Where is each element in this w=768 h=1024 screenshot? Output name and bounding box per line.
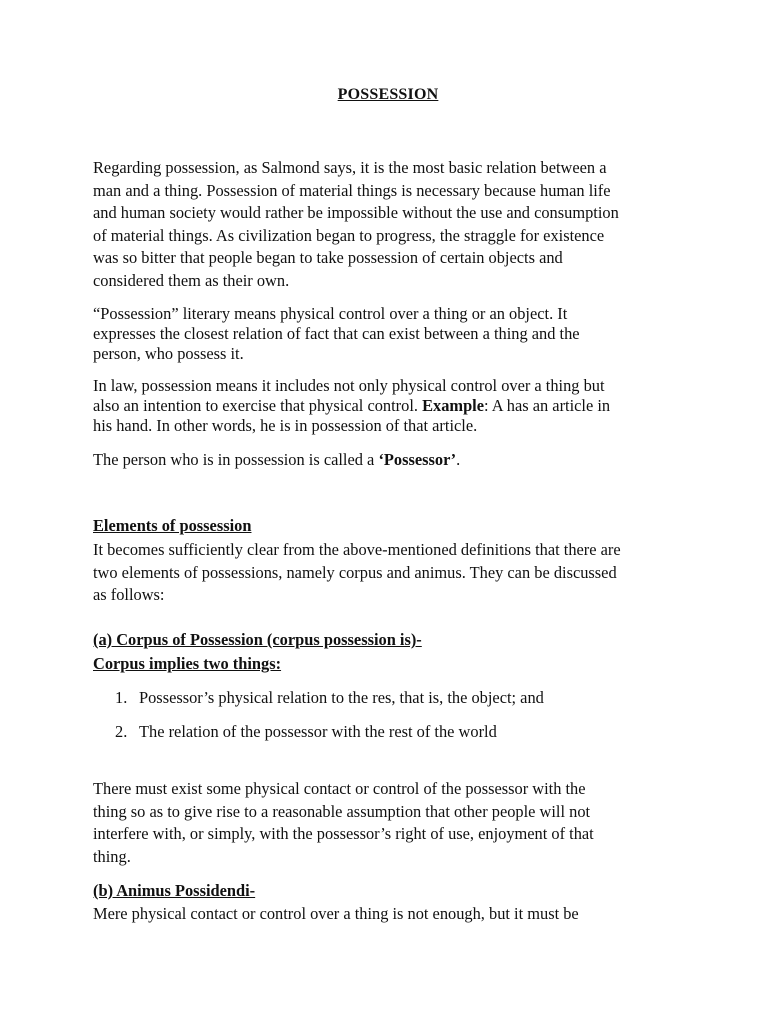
paragraph-elements — [93, 539, 693, 607]
text-line: person, who possess it. — [93, 343, 244, 363]
heading-elements-of-possession: Elements of possession — [93, 516, 252, 535]
text-line: considered them as their own. — [93, 270, 290, 290]
text-line: was so bitter that people began to take possession of certain objects and — [93, 248, 563, 267]
paragraph-law-meaning — [93, 376, 693, 435]
text-line: Regarding possession, as Salmond says, it is the most basic relation between a — [93, 158, 607, 177]
paragraph-animus — [93, 904, 693, 924]
heading-corpus-of-possession: (a) Corpus of Possession (corpus possession is)- — [93, 630, 422, 649]
page-title: POSSESSION — [337, 86, 439, 103]
text-line: Mere physical contact or control over a thing is not enough, but it must be — [93, 904, 579, 923]
list-item-text: Possessor’s physical relation to the res, that is, the object; and — [139, 688, 544, 707]
list-number: 2. — [115, 722, 128, 741]
paragraph-intro — [93, 157, 693, 292]
text-line: expresses the closest relation of fact that can exist between a thing and the — [93, 323, 580, 343]
text-line: thing so as to give rise to a reasonable assumption that other people will not — [93, 801, 591, 821]
corpus-list — [115, 688, 675, 756]
text-line: thing. — [93, 846, 131, 866]
text-line: interfere with, or simply, with the possessor’s right of use, enjoyment of that — [93, 824, 594, 843]
text-line: In law, possession means it includes not only physical control over a thing but — [93, 376, 605, 395]
paragraph-possessor — [93, 450, 693, 470]
text-line: man and a thing. Possession of material things is necessary because human life — [93, 180, 611, 200]
list-item-text: The relation of the possessor with the rest of the world — [139, 722, 497, 741]
text-run: : A has an article in — [484, 395, 611, 415]
text-run: also an intention to exercise that physical control. — [93, 395, 423, 415]
heading-corpus-implies: Corpus implies two things: — [93, 654, 282, 673]
example-label: Example — [422, 395, 485, 415]
text-line: his hand. In other words, he is in possession of that article. — [93, 415, 478, 435]
text-line: and human society would rather be impossible without the use and consumption — [93, 203, 619, 222]
text-line: There must exist some physical contact or control of the possessor with the — [93, 779, 586, 798]
list-number: 1. — [115, 688, 128, 707]
paragraph-physical-contact — [93, 778, 693, 868]
text-run: . — [456, 450, 461, 469]
text-line: as follows: — [93, 585, 165, 604]
list-item — [115, 688, 675, 722]
text-run: The person who is in possession is called a — [93, 450, 379, 469]
text-line: of material things. As civilization began to progress, the straggle for existence — [93, 225, 605, 245]
text-line: “Possession” literary means physical control over a thing or an object. It — [93, 304, 568, 323]
text-line: It becomes sufficiently clear from the above-mentioned definitions that there are — [93, 540, 621, 559]
text-line: two elements of possessions, namely corpus and animus. They can be discussed — [93, 562, 617, 582]
text-line — [93, 396, 693, 416]
text-line — [93, 450, 693, 470]
possessor-term: ‘Possessor’ — [378, 450, 457, 469]
heading-animus-possidendi: (b) Animus Possidendi- — [93, 881, 256, 900]
paragraph-literary-meaning — [93, 304, 693, 363]
list-item — [115, 722, 675, 756]
